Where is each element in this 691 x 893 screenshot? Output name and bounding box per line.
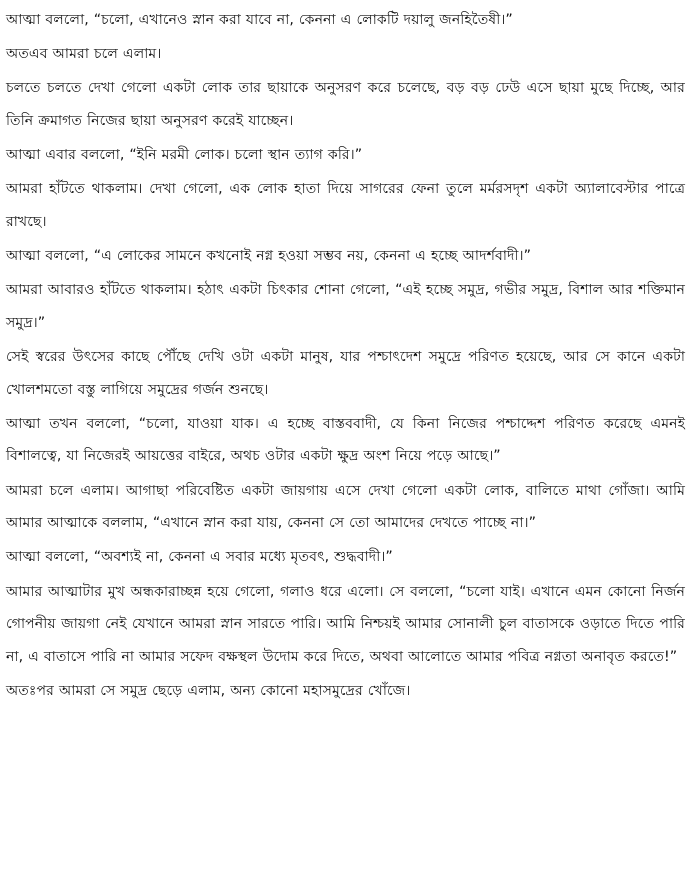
paragraph: আত্মা বললো, “অবশ্যই না, কেননা এ সবার মধ্যে মৃতবৎ, শুদ্ধবাদী।”: [6, 549, 393, 566]
paragraph: আত্মা বললো, “চলো, এখানেও স্নান করা যাবে না, কেননা এ লোকটি দয়ালু জনহিতৈষী।”: [6, 12, 513, 28]
paragraph: আত্মা এবার বললো, “ইনি মরমী লোক। চলো স্থান ত্যাগ করি।”: [6, 147, 363, 164]
paragraph: আমরা হাঁটতে থাকলাম। দেখা গেলো, এক লোক হাতা দিয়ে সাগরের ফেনা তুলে মর্মরসদৃশ একটা অ্যালাবেস্টার পাত্রে রাখছে।: [6, 181, 685, 230]
paragraph: চলতে চলতে দেখা গেলো একটা লোক তার ছায়াকে অনুসরণ করে চলেছে, বড় বড় ঢেউ এসে ছায়া মুছে দিচ্ছে, আর তিনি ক্রমাগত নিজের ছায়া অনুসরণ করেই যাচ্ছেন।: [6, 80, 685, 129]
paragraph: আত্মা বললো, “এ লোকের সামনে কখনোই নগ্ন হওয়া সম্ভব নয়, কেননা এ হচ্ছে আদর্শবাদী।”: [6, 248, 531, 265]
paragraph: আমার আত্মাটার মুখ অন্ধকারাচ্ছন্ন হয়ে গেলো, গলাও ধরে এলো। সে বললো, “চলো যাই। এখানে এমন কোনো নির্জন গোপনীয় জায়গা নেই যেখানে আমরা স্নান সারতে পারি। আমি নিশ্চয়ই আমার সোনালী চুল বাতাসকে ওড়াতে দিতে পারি না, এ বাতাসে পারি না আমার সফেদ বক্ষস্থল উদোম করে দিতে, অথবা আলোতে আমার পবিত্র নগ্নতা অনাবৃত করতে!”: [6, 583, 685, 665]
paragraph: আমরা আবারও হাঁটতে থাকলাম। হঠাৎ একটা চিৎকার শোনা গেলো, “এই হচ্ছে সমুদ্র, গভীর সমুদ্র, বিশাল আর শক্তিমান সমুদ্র।”: [6, 282, 685, 331]
paragraph: অতএব আমরা চলে এলাম।: [6, 46, 162, 63]
paragraph: অতঃপর আমরা সে সমুদ্র ছেড়ে এলাম, অন্য কোনো মহাসমুদ্রের খোঁজে।: [6, 683, 411, 699]
paragraph: আত্মা তখন বললো, “চলো, যাওয়া যাক। এ হচ্ছে বাস্তববাদী, যে কিনা নিজের পশ্চাদ্দেশ পরিণত করেছে এমনই বিশালত্বে, যা নিজেরই আয়ত্তের বাইরে, অথচ ওটার একটা ক্ষুদ্র অংশ নিয়ে পড়ে আছে।”: [6, 415, 685, 465]
paragraph: আমরা চলে এলাম। আগাছা পরিবেষ্টিত একটা জায়গায় এসে দেখা গেলো একটা লোক, বালিতে মাথা গোঁজা। আমি আমার আত্মাকে বললাম, “এখানে স্নান করা যায়, কেননা সে তো আমাদের দেখতে পাচ্ছে না।”: [6, 482, 685, 532]
paragraph: সেই স্বরের উৎসের কাছে পৌঁছে দেখি ওটা একটা মানুষ, যার পশ্চাৎদেশ সমুদ্রে পরিণত হয়েছে, আর সে কানে একটা খোলশমতো বস্তু লাগিয়ে সমুদ্রের গর্জন শুনছে।: [6, 349, 685, 398]
